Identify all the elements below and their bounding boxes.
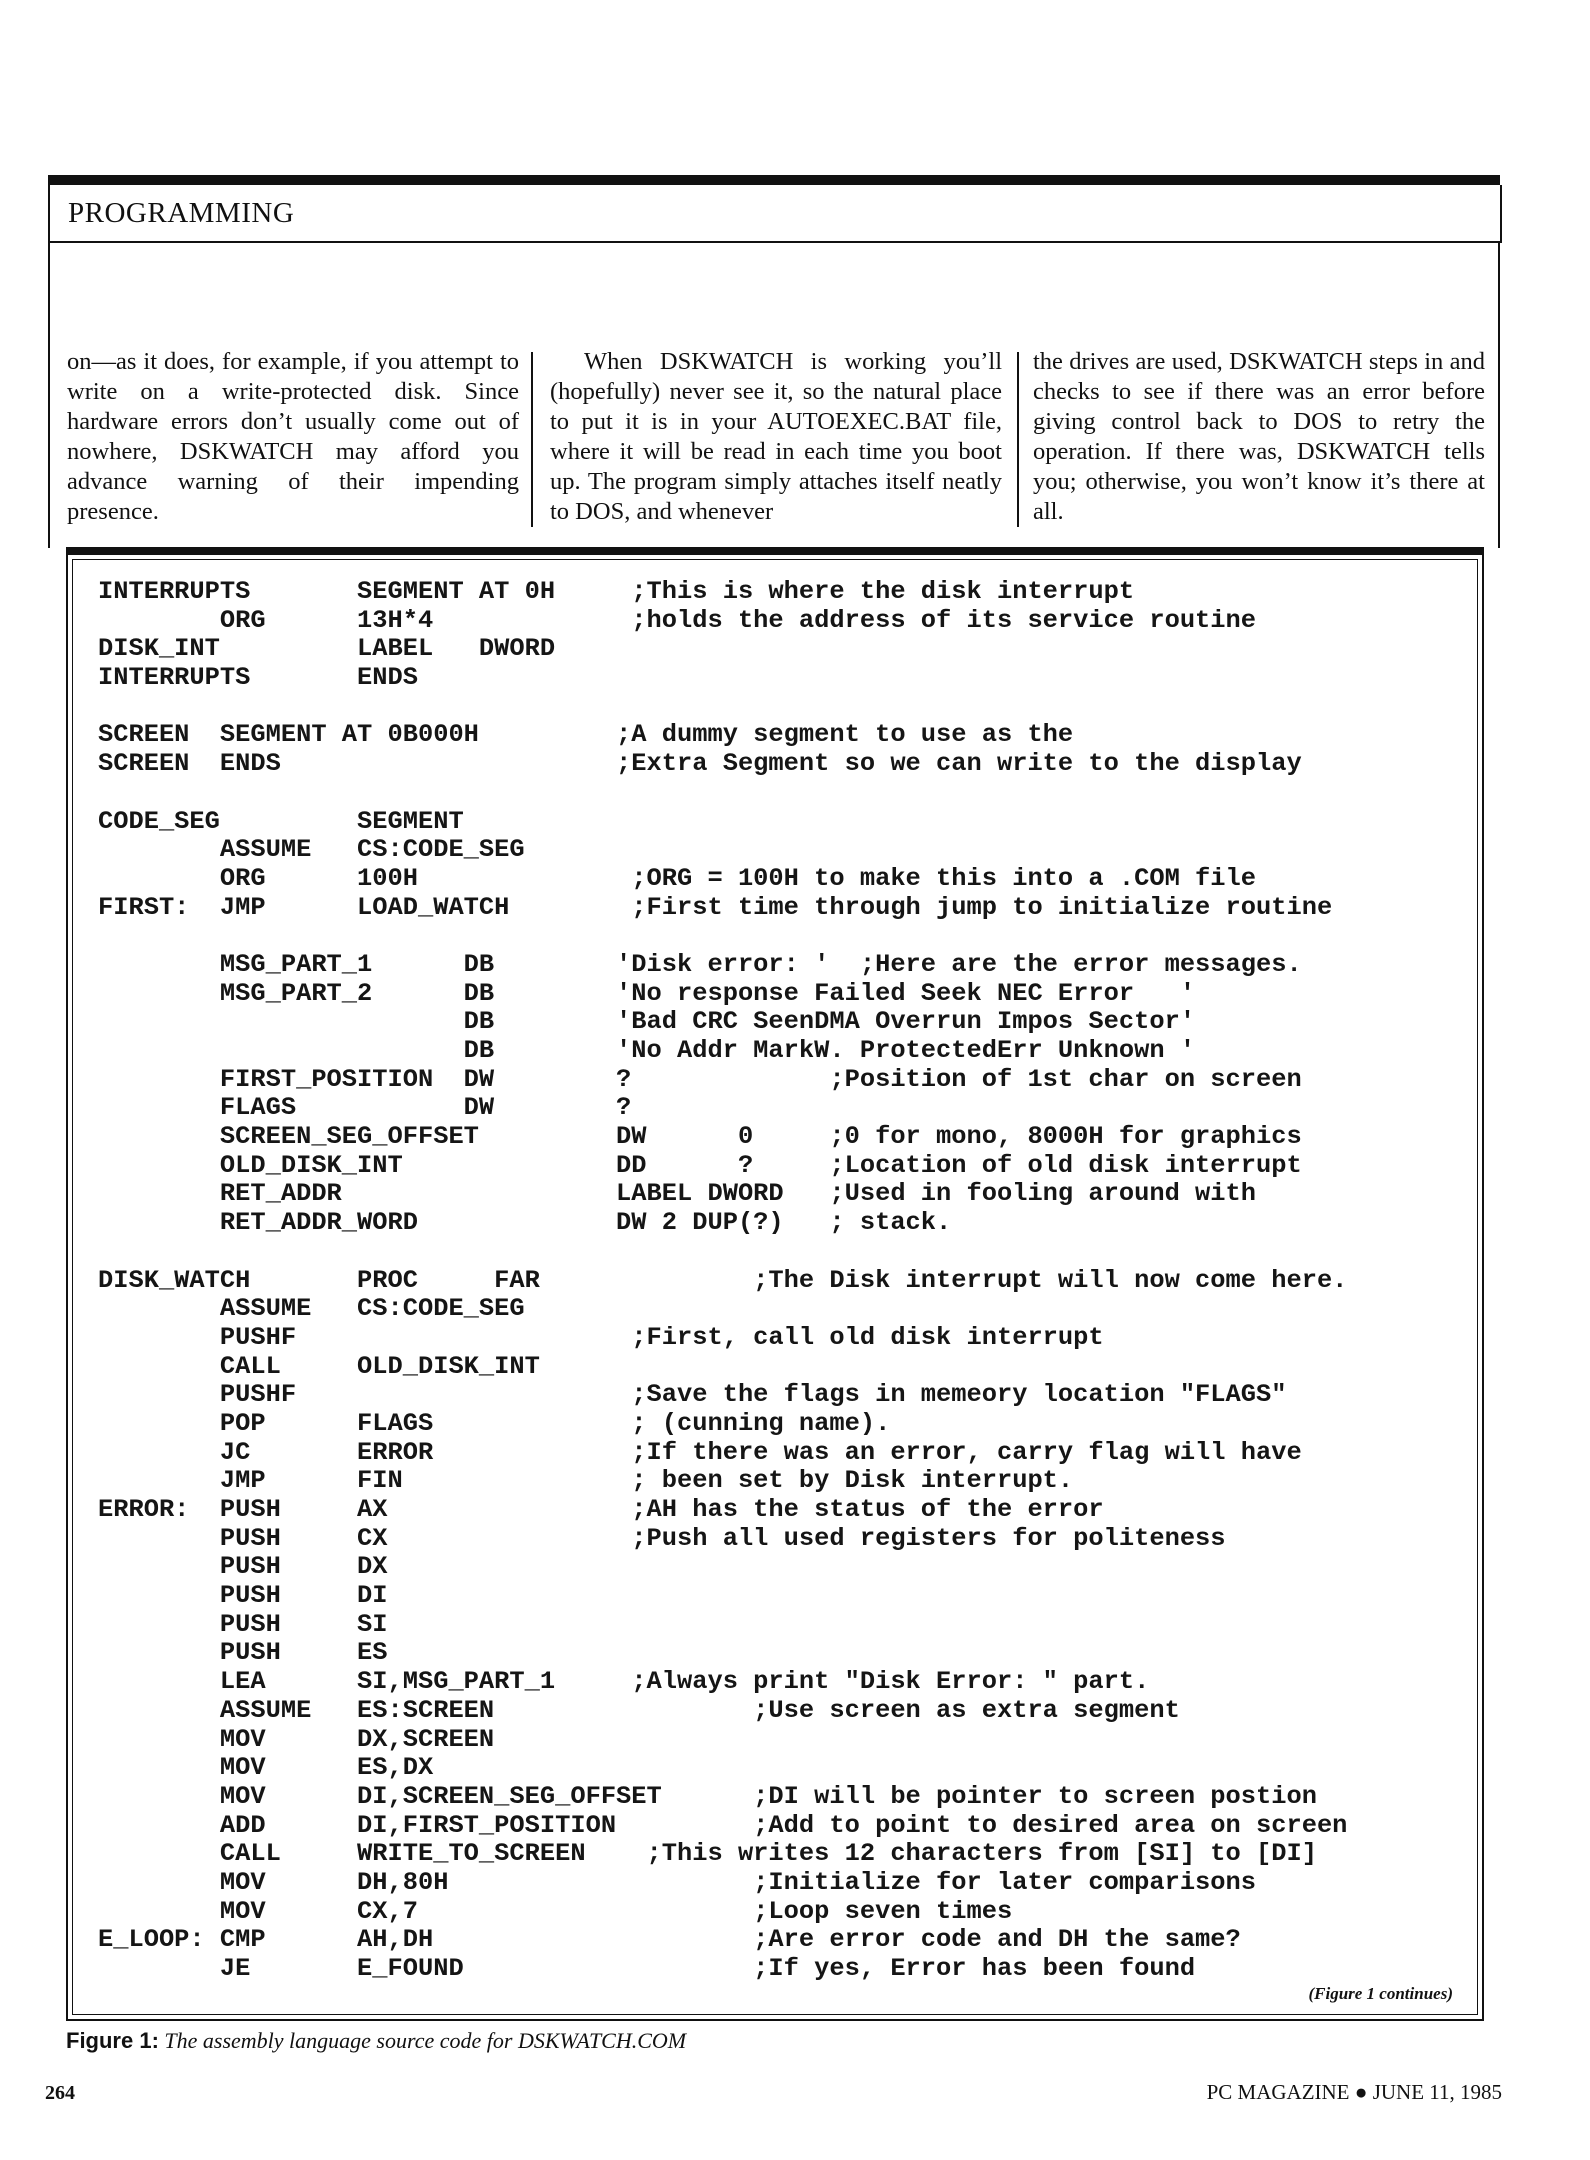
frame-right-border bbox=[1498, 241, 1500, 548]
code-line: RET_ADDR_WORD DW 2 DUP(?) ; stack. bbox=[98, 1208, 952, 1238]
code-line: MSG_PART_1 DB 'Disk error: ' ;Here are the error messages. bbox=[98, 949, 1302, 979]
code-line: SCREEN ENDS ;Extra Segment so we can write to the display bbox=[98, 749, 1302, 779]
code-line: ASSUME CS:CODE_SEG bbox=[98, 1294, 525, 1324]
column-divider bbox=[1017, 352, 1019, 527]
code-line: PUSH SI bbox=[98, 1609, 388, 1639]
figure-caption-text: The assembly language source code for DSKWATCH.COM bbox=[164, 2028, 687, 2053]
code-line: PUSH CX ;Push all used registers for politeness bbox=[98, 1523, 1226, 1553]
code-line: SCREEN_SEG_OFFSET DW 0 ;0 for mono, 8000H for graphics bbox=[98, 1122, 1302, 1152]
code-line: ASSUME ES:SCREEN ;Use screen as extra segment bbox=[98, 1695, 1180, 1725]
code-line: INTERRUPTS SEGMENT AT 0H ;This is where the disk interrupt bbox=[98, 577, 1135, 606]
code-listing bbox=[98, 578, 1478, 1984]
code-line: JC ERROR ;If there was an error, carry flag will have bbox=[98, 1437, 1302, 1467]
section-label: PROGRAMMING bbox=[68, 197, 295, 229]
code-line: DISK_INT LABEL DWORD bbox=[98, 634, 556, 664]
code-line: ADD DI,FIRST_POSITION ;Add to point to desired area on screen bbox=[98, 1810, 1348, 1840]
figure-label: Figure 1: bbox=[66, 2028, 159, 2053]
code-line: INTERRUPTS ENDS bbox=[98, 663, 418, 693]
code-line bbox=[98, 1238, 1478, 1267]
code-line: ORG 100H ;ORG = 100H to make this into a .COM file bbox=[98, 863, 1257, 893]
code-line: PUSH DI bbox=[98, 1581, 388, 1611]
code-line: FIRST_POSITION DW ? ;Position of 1st char on screen bbox=[98, 1064, 1302, 1094]
code-line: OLD_DISK_INT DD ? ;Location of old disk interrupt bbox=[98, 1150, 1302, 1180]
code-line: MOV DH,80H ;Initialize for later comparisons bbox=[98, 1867, 1257, 1897]
column-divider bbox=[531, 352, 533, 527]
text-column-3 bbox=[1033, 347, 1485, 527]
code-line: DB 'Bad CRC SeenDMA Overrun Impos Sector' bbox=[98, 1007, 1196, 1037]
code-line: SCREEN SEGMENT AT 0B000H ;A dummy segment to use as the bbox=[98, 720, 1074, 750]
text-column-1 bbox=[67, 347, 519, 527]
code-line: JE E_FOUND ;If yes, Error has been found bbox=[98, 1954, 1196, 1983]
code-line: PUSHF ;First, call old disk interrupt bbox=[98, 1322, 1104, 1352]
code-line: MOV CX,7 ;Loop seven times bbox=[98, 1896, 1013, 1926]
code-line: CALL OLD_DISK_INT bbox=[98, 1351, 540, 1381]
figure-caption bbox=[66, 2028, 686, 2054]
code-line bbox=[98, 779, 1478, 808]
code-line: JMP FIN ; been set by Disk interrupt. bbox=[98, 1466, 1074, 1496]
code-line: FIRST: JMP LOAD_WATCH ;First time through jump to initialize routine bbox=[98, 892, 1333, 922]
code-line: POP FLAGS ; (cunning name). bbox=[98, 1408, 891, 1438]
code-line: DISK_WATCH PROC FAR ;The Disk interrupt will now come here. bbox=[98, 1265, 1348, 1295]
code-line: ERROR: PUSH AX ;AH has the status of the error bbox=[98, 1495, 1104, 1524]
code-line: FLAGS DW ? bbox=[98, 1093, 632, 1123]
code-line: MOV DX,SCREEN bbox=[98, 1724, 495, 1754]
code-line: E_LOOP: CMP AH,DH ;Are error code and DH the same? bbox=[98, 1925, 1241, 1955]
section-header bbox=[48, 185, 1502, 243]
header-rule bbox=[48, 175, 1500, 185]
figure-continues-note: (Figure 1 continues) bbox=[1308, 1984, 1453, 2003]
publication-footer: PC MAGAZINE ● JUNE 11, 1985 bbox=[1206, 2080, 1502, 2104]
paragraph: the drives are used, DSKWATCH steps in and checks to see if there was an error before giving control back to DOS to retry the operation. If there was, DSKWATCH tells you; otherwise, you won’t know it’s there at all. bbox=[1033, 348, 1485, 525]
paragraph: on—as it does, for example, if you attempt to write on a write-protected disk. Since hardware errors don’t usually come out of nowhere, DSKWATCH may afford you advance warning of their impending presence. bbox=[67, 348, 519, 525]
code-line: PUSH ES bbox=[98, 1638, 388, 1668]
code-line: ORG 13H*4 ;holds the address of its service routine bbox=[98, 605, 1257, 635]
frame-left-border bbox=[48, 241, 50, 548]
code-line: MSG_PART_2 DB 'No response Failed Seek NEC Error ' bbox=[98, 978, 1196, 1008]
code-line: CALL WRITE_TO_SCREEN ;This writes 12 characters from [SI] to [DI] bbox=[98, 1839, 1317, 1869]
code-line bbox=[98, 922, 1478, 951]
code-line: LEA SI,MSG_PART_1 ;Always print "Disk Error: " part. bbox=[98, 1667, 1150, 1697]
text-column-2 bbox=[550, 347, 1002, 527]
code-line: ASSUME CS:CODE_SEG bbox=[98, 835, 525, 865]
code-line: MOV DI,SCREEN_SEG_OFFSET ;DI will be pointer to screen postion bbox=[98, 1781, 1317, 1811]
code-line: DB 'No Addr MarkW. ProtectedErr Unknown ' bbox=[98, 1036, 1196, 1065]
code-line: PUSH DX bbox=[98, 1552, 388, 1582]
code-line bbox=[98, 693, 1478, 722]
code-line: RET_ADDR LABEL DWORD ;Used in fooling around with bbox=[98, 1179, 1257, 1209]
code-line: PUSHF ;Save the flags in memeory location "FLAGS" bbox=[98, 1380, 1287, 1410]
code-line: MOV ES,DX bbox=[98, 1753, 434, 1783]
page-number: 264 bbox=[45, 2082, 75, 2104]
paragraph: When DSKWATCH is working you’ll (hopefully) never see it, so the natural place to put it is in your AUTOEXEC.BAT file, where it will be read in each time you boot up. The program simply attaches itself neatly to DOS, and whenever bbox=[550, 348, 1002, 525]
code-line: CODE_SEG SEGMENT bbox=[98, 806, 464, 836]
